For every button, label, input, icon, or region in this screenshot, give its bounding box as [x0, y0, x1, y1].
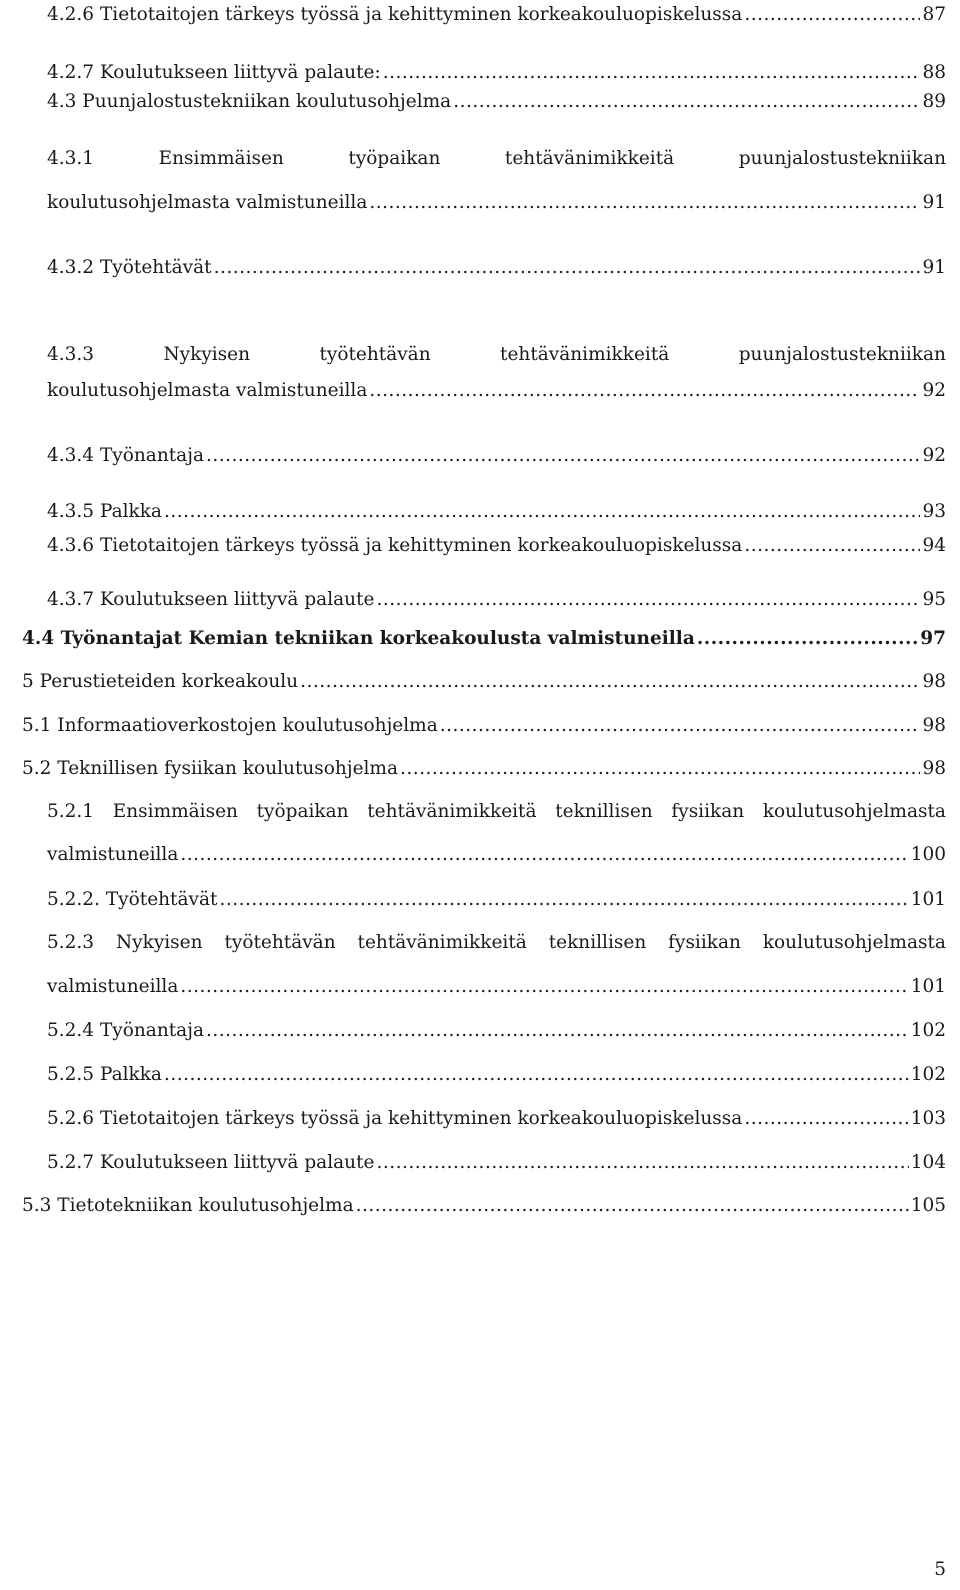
toc-entry-word: teknillisen	[548, 932, 647, 953]
toc-entry[interactable]	[47, 253, 946, 283]
toc-entry[interactable]	[47, 972, 946, 1002]
toc-entry-title: 5.2 Teknillisen fysiikan koulutusohjelma	[22, 758, 399, 779]
toc-leader-dots	[164, 497, 920, 527]
toc-entry-title: 4.3.7 Koulutukseen liittyvä palaute	[47, 589, 375, 610]
toc-entry[interactable]	[47, 585, 946, 615]
toc-entry-first-line[interactable]	[47, 144, 946, 174]
toc-entry-word: työpaikan	[348, 148, 441, 169]
toc-entry-first-line[interactable]	[47, 340, 946, 370]
toc-entry-page: 98	[922, 715, 946, 736]
toc-entry-word: koulutusohjelmasta	[762, 932, 946, 953]
toc-leader-dots	[744, 1104, 908, 1134]
toc-entry[interactable]	[47, 1104, 946, 1134]
toc-entry-title: koulutusohjelmasta valmistuneilla	[47, 380, 368, 401]
toc-entry[interactable]	[47, 1016, 946, 1046]
toc-entry-title: 4.2.6 Tietotaitojen tärkeys työssä ja kehittyminen korkeakouluopiskelussa	[47, 4, 743, 25]
toc-entry-word: Nykyisen	[163, 344, 251, 365]
toc-entry-title: valmistuneilla	[47, 844, 179, 865]
toc-entry[interactable]	[47, 376, 946, 406]
toc-entry[interactable]	[22, 667, 946, 697]
toc-entry-page: 93	[922, 501, 946, 522]
toc-entry-word: tehtävänimikkeitä	[357, 932, 527, 953]
toc-leader-dots	[453, 87, 920, 117]
toc-leader-dots	[744, 0, 920, 30]
toc-leader-dots	[206, 1016, 909, 1046]
toc-leader-dots	[369, 376, 920, 406]
toc-entry-page: 103	[910, 1108, 946, 1129]
toc-entry-page: 98	[922, 758, 946, 779]
toc-entry-word: koulutusohjelmasta	[762, 801, 946, 822]
toc-entry-first-line[interactable]	[47, 928, 946, 958]
toc-entry-page: 87	[922, 4, 946, 25]
toc-entry-title: 5 Perustieteiden korkeakoulu	[22, 671, 299, 692]
toc-entry[interactable]	[22, 754, 946, 784]
toc-entry-word: Ensimmäisen	[158, 148, 284, 169]
toc-entry-word: fysiikan	[668, 932, 741, 953]
toc-entry-title: 4.3 Puunjalostustekniikan koulutusohjelma	[47, 91, 452, 112]
toc-leader-dots	[697, 624, 918, 654]
toc-entry-page: 88	[922, 62, 946, 83]
toc-entry[interactable]	[47, 1060, 946, 1090]
toc-entry-word: työtehtävän	[319, 344, 431, 365]
toc-entry[interactable]	[47, 87, 946, 117]
toc-entry-title: 5.2.6 Tietotaitojen tärkeys työssä ja kehittyminen korkeakouluopiskelussa	[47, 1108, 743, 1129]
toc-entry-word: 5.2.1	[47, 801, 95, 822]
toc-entry-word: puunjalostustekniikan	[738, 148, 946, 169]
toc-entry-title: 5.2.4 Työnantaja	[47, 1020, 204, 1041]
toc-entry-page: 94	[922, 535, 946, 556]
toc-entry-title: 5.2.7 Koulutukseen liittyvä palaute	[47, 1152, 375, 1173]
toc-entry-page: 101	[910, 889, 946, 910]
toc-entry-page: 89	[922, 91, 946, 112]
toc-entry-page: 91	[922, 192, 946, 213]
toc-entry-page: 104	[910, 1152, 946, 1173]
toc-leader-dots	[180, 840, 908, 870]
toc-leader-dots	[744, 531, 920, 561]
toc-entry-word: Ensimmäisen	[112, 801, 238, 822]
toc-entry[interactable]	[47, 0, 946, 30]
toc-entry-page: 101	[910, 976, 946, 997]
toc-entry-title: 5.3 Tietotekniikan koulutusohjelma	[22, 1195, 354, 1216]
toc-entry-title: 4.2.7 Koulutukseen liittyvä palaute:	[47, 62, 381, 83]
toc-entry[interactable]	[47, 1148, 946, 1178]
toc-entry-word: 4.3.1	[47, 148, 95, 169]
toc-leader-dots	[219, 885, 908, 915]
toc-entry[interactable]	[47, 58, 946, 88]
toc-entry-word: Nykyisen	[115, 932, 203, 953]
toc-entry-title: 4.3.2 Työtehtävät	[47, 257, 212, 278]
toc-entry-page: 91	[922, 257, 946, 278]
toc-entry-page: 97	[920, 628, 946, 649]
toc-leader-dots	[440, 711, 921, 741]
toc-entry-word: tehtävänimikkeitä	[504, 148, 675, 169]
toc-entry-page: 92	[922, 380, 946, 401]
toc-entry[interactable]	[47, 840, 946, 870]
toc-leader-dots	[356, 1191, 909, 1221]
toc-entry-word: 4.3.3	[47, 344, 95, 365]
toc-entry-title: koulutusohjelmasta valmistuneilla	[47, 192, 368, 213]
toc-leader-dots	[180, 972, 908, 1002]
toc-leader-dots	[369, 188, 920, 218]
toc-entry-title: 4.4 Työnantajat Kemian tekniikan korkeakoulusta valmistuneilla	[22, 628, 695, 649]
toc-entry-word: tehtävänimikkeitä	[500, 344, 670, 365]
toc-entry-title: 5.2.5 Palkka	[47, 1064, 162, 1085]
toc-entry[interactable]	[47, 188, 946, 218]
toc-entry-word: fysiikan	[671, 801, 745, 822]
toc-entry-first-line[interactable]	[47, 797, 946, 827]
toc-entry-word: työtehtävän	[224, 932, 336, 953]
toc-leader-dots	[206, 441, 920, 471]
toc-entry-page: 95	[922, 589, 946, 610]
toc-entry-title: 4.3.4 Työnantaja	[47, 445, 204, 466]
toc-entry-page: 98	[922, 671, 946, 692]
toc-entry[interactable]	[22, 624, 946, 654]
page-number: 5	[934, 1559, 946, 1580]
toc-entry-word: tehtävänimikkeitä	[367, 801, 537, 822]
toc-entry-page: 105	[910, 1195, 946, 1216]
toc-leader-dots	[300, 667, 920, 697]
toc-entry[interactable]	[22, 1191, 946, 1221]
toc-entry-title: 4.3.6 Tietotaitojen tärkeys työssä ja kehittyminen korkeakouluopiskelussa	[47, 535, 743, 556]
toc-leader-dots	[383, 58, 921, 88]
toc-entry-word: työpaikan	[256, 801, 349, 822]
toc-entry[interactable]	[47, 497, 946, 527]
toc-entry-page: 102	[910, 1064, 946, 1085]
toc-entry-word: teknillisen	[555, 801, 653, 822]
toc-leader-dots	[164, 1060, 909, 1090]
toc-entry[interactable]	[47, 531, 946, 561]
toc-leader-dots	[400, 754, 920, 784]
toc-entry[interactable]	[47, 441, 946, 471]
toc-leader-dots	[376, 585, 920, 615]
toc-entry-title: 4.3.5 Palkka	[47, 501, 162, 522]
toc-entry[interactable]	[47, 885, 946, 915]
toc-entry[interactable]	[22, 711, 946, 741]
toc-leader-dots	[376, 1148, 908, 1178]
toc-entry-word: 5.2.3	[47, 932, 95, 953]
toc-entry-title: 5.1 Informaatioverkostojen koulutusohjelma	[22, 715, 438, 736]
toc-entry-title: 5.2.2. Työtehtävät	[47, 889, 218, 910]
toc-entry-page: 92	[922, 445, 946, 466]
toc-entry-page: 100	[910, 844, 946, 865]
toc-entry-title: valmistuneilla	[47, 976, 179, 997]
toc-entry-word: puunjalostustekniikan	[738, 344, 946, 365]
toc-leader-dots	[214, 253, 921, 283]
toc-entry-page: 102	[910, 1020, 946, 1041]
